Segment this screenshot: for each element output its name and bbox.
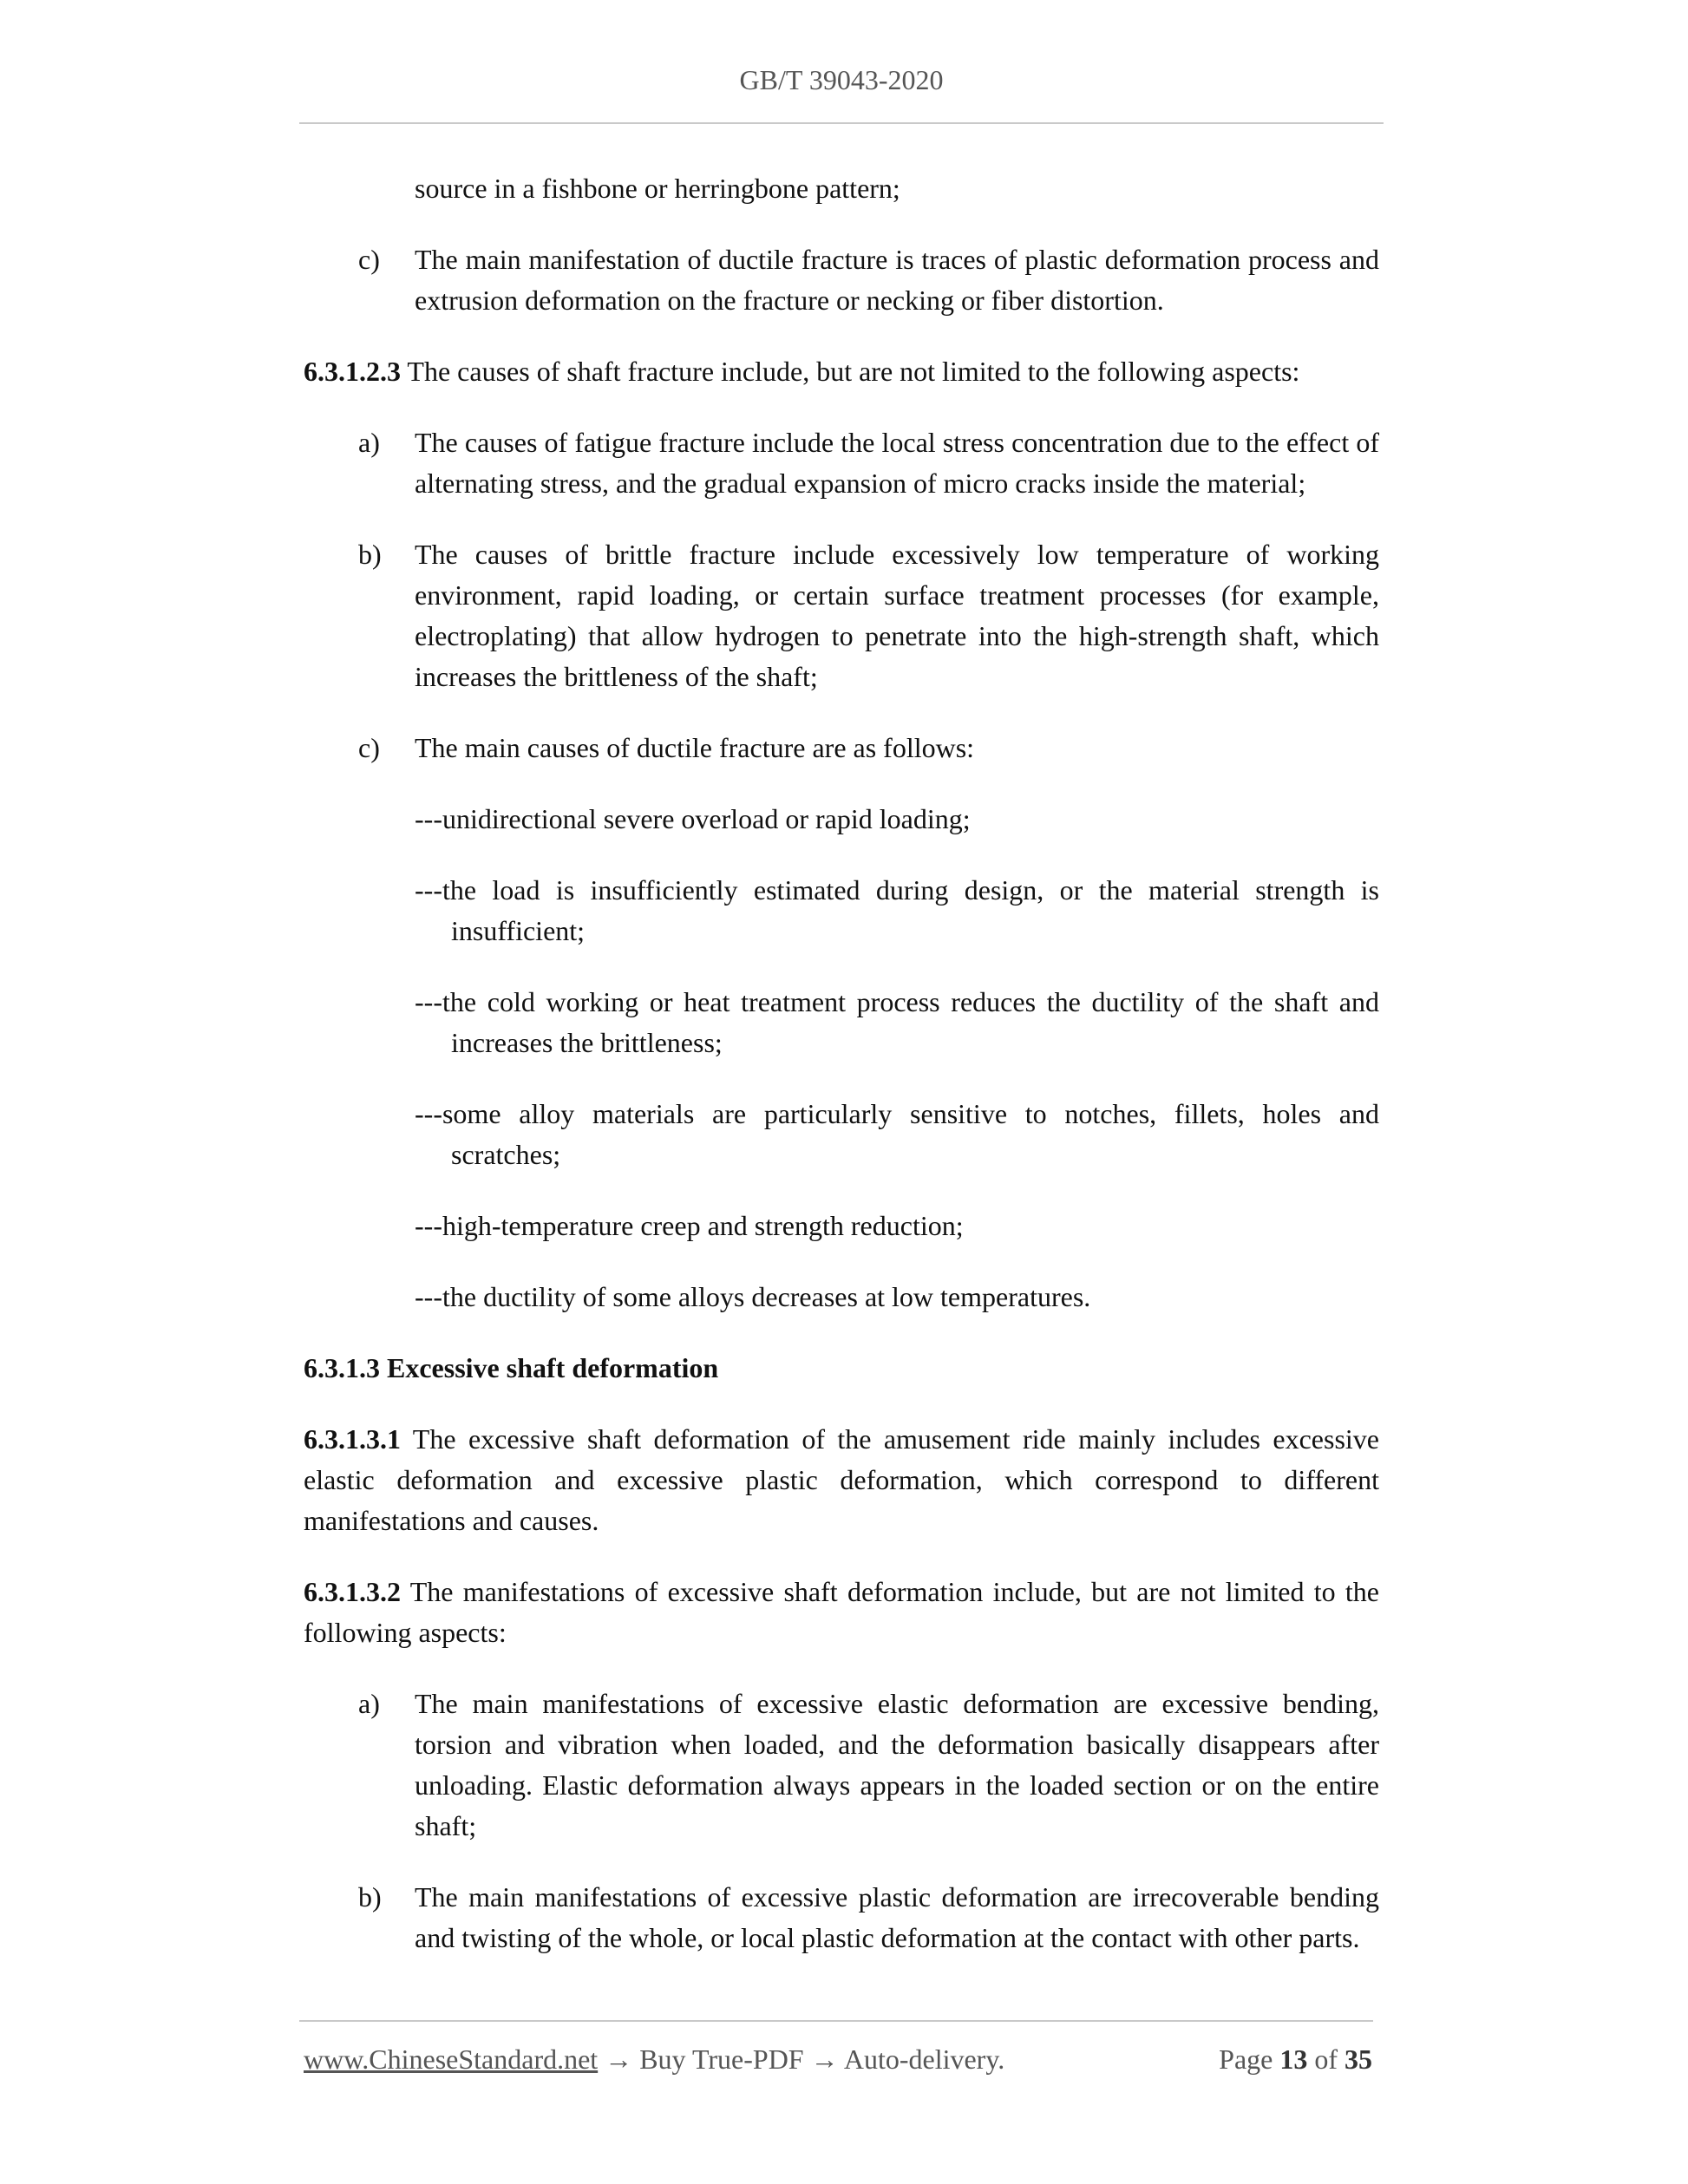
page-header-title: GB/T 39043-2020 xyxy=(739,64,944,95)
dash-item-overload: ---unidirectional severe overload or rapid loading; xyxy=(415,803,971,834)
clause-6-3-1-3-1 xyxy=(304,1419,1379,1541)
list-item-text: The main manifestations of excessive elastic deformation are excessive bending, torsion and vibration when loaded, and the deformation basically disappears after unloading. Elastic deformation always appears in the loaded section or on the entire shaft; xyxy=(415,1688,1379,1841)
dash-item-load-estimate: ---the load is insufficiently estimated during design, or the material strength is insufficient; xyxy=(415,874,1379,946)
list-marker: c) xyxy=(358,732,380,763)
list-item-elastic-manifestation xyxy=(304,1684,1379,1847)
dash-item-low-temperature: ---the ductility of some alloys decreases at low temperatures. xyxy=(415,1281,1091,1312)
list-item-text: The causes of fatigue fracture include the local stress concentration due to the effect of alternating stress, and the gradual expansion of micro cracks inside the material; xyxy=(415,427,1379,499)
list-marker: a) xyxy=(358,1688,380,1719)
of-word: of xyxy=(1314,2043,1338,2075)
dash-item-creep: ---high-temperature creep and strength reduction; xyxy=(415,1210,964,1241)
clause-number: 6.3.1.3.2 xyxy=(304,1576,401,1607)
footer-promo-text: → Buy True-PDF → Auto-delivery. xyxy=(598,2043,1005,2075)
clause-text: The manifestations of excessive shaft deformation include, but are not limited to the following aspects: xyxy=(304,1576,1379,1648)
clause-text: The causes of shaft fracture include, but are not limited to the following aspects: xyxy=(401,356,1300,387)
clause-number: 6.3.1.3.1 xyxy=(304,1423,401,1455)
clause-6-3-1-2-3 xyxy=(304,351,1379,392)
dash-item-cold-working: ---the cold working or heat treatment process reduces the ductility of the shaft and increases the brittleness; xyxy=(415,986,1379,1058)
dash-item-alloy-sensitivity: ---some alloy materials are particularly sensitive to notches, fillets, holes and scratches; xyxy=(415,1098,1379,1170)
list-item-continuation: source in a fishbone or herringbone pattern; xyxy=(415,173,900,204)
list-item-text: The causes of brittle fracture include excessively low temperature of working environment, rapid loading, or certain surface treatment processes (for example, electroplating) that allow hydrogen to penetrate into the high-strength shaft, which increases the brittleness of the shaft; xyxy=(415,539,1379,692)
list-item-plastic-manifestation xyxy=(304,1877,1379,1958)
list-item-ductile-causes xyxy=(304,728,1379,768)
list-marker: c) xyxy=(358,244,380,275)
current-page-number: 13 xyxy=(1279,2043,1308,2075)
list-marker: b) xyxy=(358,1881,382,1913)
clause-6-3-1-3-2 xyxy=(304,1572,1379,1653)
page-word: Page xyxy=(1219,2043,1273,2075)
header-divider xyxy=(299,122,1384,124)
list-item-text: The main causes of ductile fracture are as follows: xyxy=(415,732,975,763)
list-item-text: The main manifestation of ductile fracture is traces of plastic deformation process and extrusion deformation on the fracture or necking or fiber distortion. xyxy=(415,244,1379,316)
list-marker: a) xyxy=(358,427,380,458)
footer-divider xyxy=(299,2020,1373,2022)
page-footer xyxy=(304,2043,1372,2085)
list-item-text: The main manifestations of excessive plastic deformation are irrecoverable bending and twisting of the whole, or local plastic deformation at the contact with other parts. xyxy=(415,1881,1379,1953)
list-item-fatigue-causes xyxy=(304,422,1379,504)
clause-text: The excessive shaft deformation of the amusement ride mainly includes excessive elastic deformation and excessive plastic deformation, which correspond to different manifestations and causes. xyxy=(304,1423,1379,1536)
list-item-brittle-causes xyxy=(304,534,1379,697)
total-page-count: 35 xyxy=(1345,2043,1372,2075)
document-body xyxy=(304,168,1379,1989)
section-heading-6-3-1-3: 6.3.1.3 Excessive shaft deformation xyxy=(304,1352,719,1383)
website-link[interactable]: www.ChineseStandard.net xyxy=(304,2043,599,2075)
footer-promo xyxy=(304,2043,1004,2076)
list-marker: b) xyxy=(358,539,382,570)
page-indicator xyxy=(1219,2043,1372,2076)
clause-number: 6.3.1.2.3 xyxy=(304,356,401,387)
list-item-ductile-manifestation xyxy=(304,239,1379,321)
